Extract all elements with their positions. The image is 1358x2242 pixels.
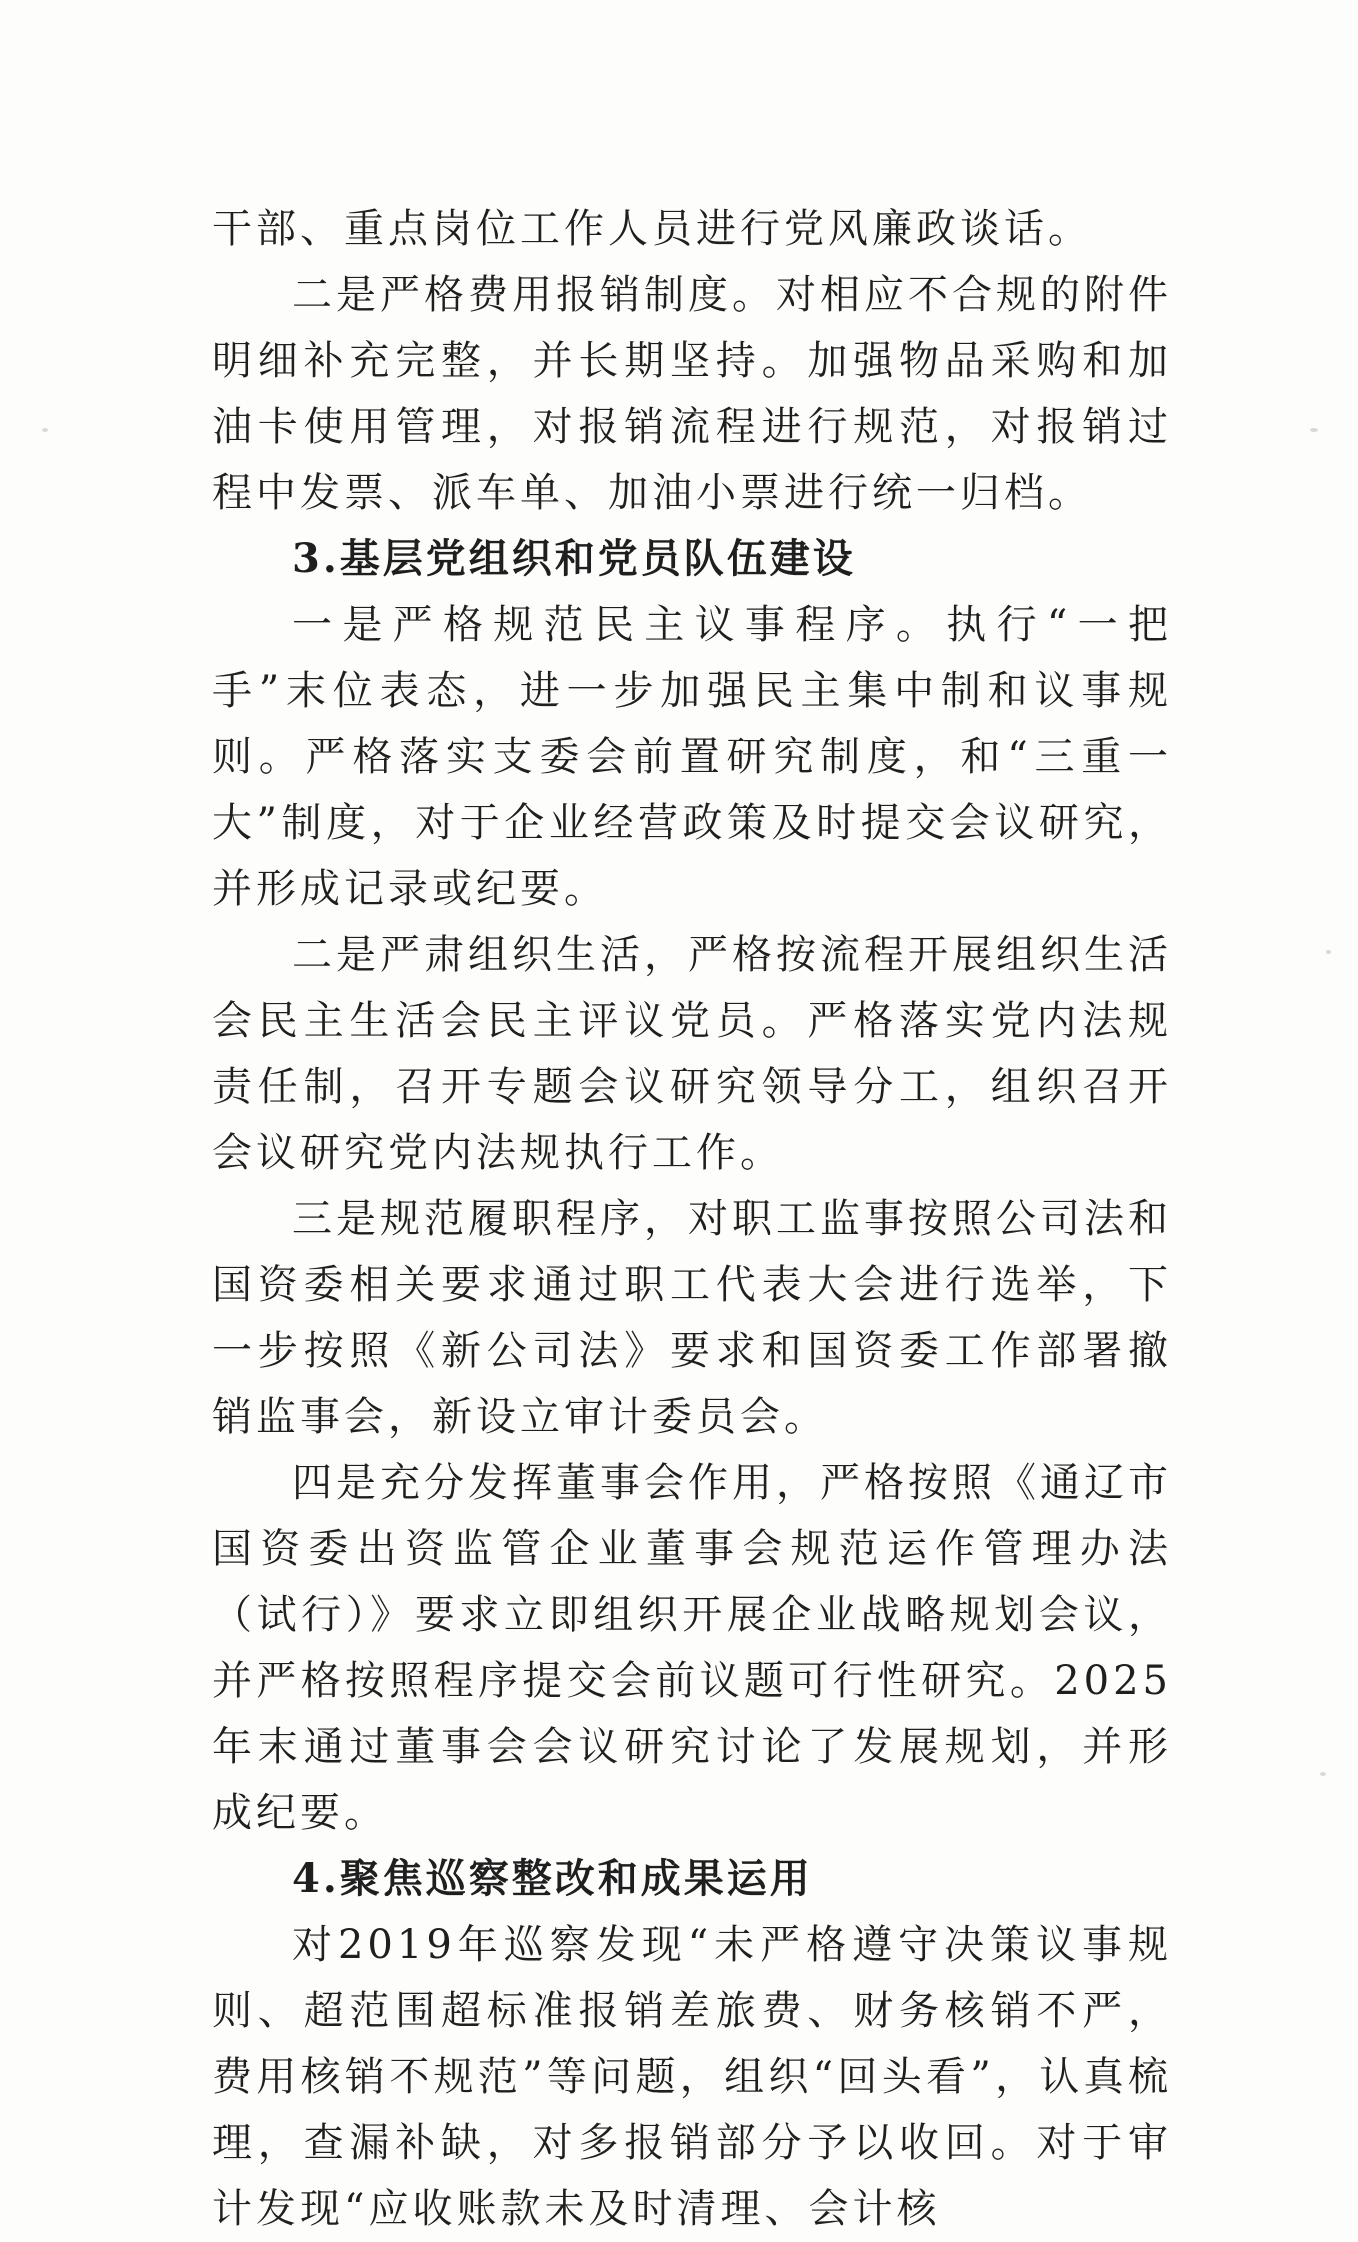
scan-speck [42, 428, 48, 432]
document-body [212, 196, 1172, 2242]
paragraph-duty-procedure: 三是规范履职程序，对职工监事按照公司法和国资委相关要求通过职工代表大会进行选举，下一步按照《新公司法》要求和国资委工作部署撤销监事会，新设立审计委员会。 [212, 1196, 1172, 1440]
section-heading-4: 4.聚焦巡察整改和成果运用 [292, 1855, 813, 1902]
paragraph-board-role: 四是充分发挥董事会作用，严格按照《通辽市国资委出资监管企业董事会规范运作管理办法（试行）》要求立即组织开展企业战略规划会议，并严格按照程序提交会前议题可行性研究。2025年末通过董事会会议研究讨论了发展规划，并形成纪要。 [212, 1460, 1172, 1836]
scan-speck [1320, 1772, 1326, 1776]
paragraph-inspection-rectification: 对2019年巡察发现“未严格遵守决策议事规则、超范围超标准报销差旅费、财务核销不严，费用核销不规范”等问题，组织“回头看”，认真梳理，查漏补缺，对多报销部分予以收回。对于审计发现“应收账款未及时清理、会计核 [212, 1922, 1172, 2232]
scan-speck [1310, 428, 1318, 432]
paragraph-cadre-talks: 干部、重点岗位工作人员进行党风廉政谈话。 [212, 206, 1092, 252]
scan-speck [1326, 950, 1331, 954]
section-heading-3: 3.基层党组织和党员队伍建设 [292, 535, 856, 582]
paragraph-expense-reimbursement: 二是严格费用报销制度。对相应不合规的附件明细补充完整，并长期坚持。加强物品采购和加油卡使用管理，对报销流程进行规范，对报销过程中发票、派车单、加油小票进行统一归档。 [212, 272, 1172, 516]
paragraph-democratic-procedure: 一是严格规范民主议事程序。执行“一把手”末位表态，进一步加强民主集中制和议事规则。严格落实支委会前置研究制度，和“三重一大”制度，对于企业经营政策及时提交会议研究，并形成记录或纪要。 [212, 602, 1172, 912]
paragraph-organizational-life: 二是严肃组织生活，严格按流程开展组织生活会民主生活会民主评议党员。严格落实党内法规责任制，召开专题会议研究领导分工，组织召开会议研究党内法规执行工作。 [212, 932, 1172, 1176]
